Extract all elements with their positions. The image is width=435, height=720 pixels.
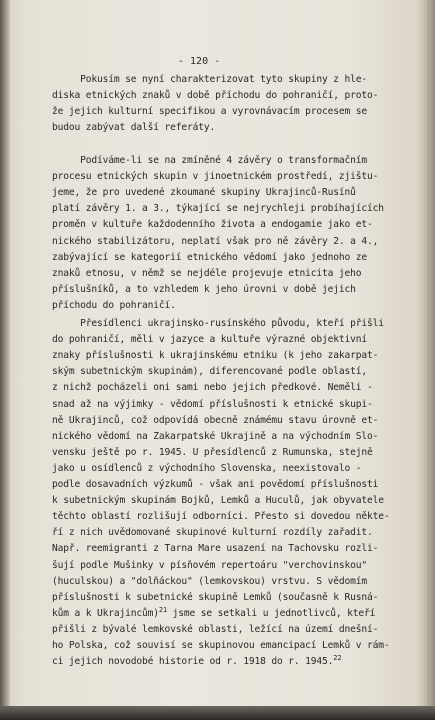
footnote-ref: 22 [333, 653, 342, 662]
text-line: příchodu do pohraničí. [52, 299, 176, 311]
text-line: kům a k Ukrajincům)$^{21}$ jsme se setkali u jednotlivců, kteří [52, 605, 376, 619]
text-line: platí závěry 1. a 3., týkající se nejrychleji probíhajících [52, 203, 384, 215]
text-line: procesu etnických skupin v jinoetnickém prostředí, zjištu- [52, 171, 379, 183]
text-line: ci jejich novodobé historie od r. 1918 do r. 1945.22 [52, 653, 342, 668]
text-line: nického stabilizátoru, neplatí však pro ně závěry 2. a 4., [52, 235, 379, 247]
footnote-ref: 21 [158, 605, 168, 614]
text-line: ho Polska, což souvisí se skupinovou emancipací Lemků v rám- [52, 640, 390, 651]
page-number: - 120 - [178, 56, 221, 67]
text-line: jako u osídlenců z východního Slovenska, neexistovalo - [52, 462, 362, 474]
text-line: nického vědomí na Zakarpatské Ukrajině a na východním Slo- [52, 430, 379, 442]
text-line: budou zabývat další referáty. [52, 122, 216, 134]
text-line: přišli z bývalé lemkovské oblasti, ležící na území dnešní- [52, 623, 379, 635]
text-line: do pohraničí, měli v jazyce a kultuře výrazné objektivní [52, 334, 368, 346]
text-line: Pokusím se nyní charakterizovat tyto skupiny z hle- [52, 74, 368, 85]
page-edge [413, 0, 435, 720]
text-line: vensku ještě po r. 1945. U přesídlenců z Rumunska, stejně [52, 446, 373, 458]
book-spine [0, 0, 10, 720]
text-line: příslušníků, a to vzhledem k jeho úrovni v době jejich [52, 283, 356, 295]
text-line: zabývající se kategorií etnického vědomí jako jednoho ze [52, 251, 368, 263]
bottom-shadow [0, 706, 435, 720]
text-line: snad až na výjimky - vědomí příslušnosti k etnické skupi- [52, 398, 373, 410]
text-line: jeme, že pro uvedené zkoumané skupiny Ukrajinců-Rusínů [52, 187, 356, 199]
page-edge-line [428, 0, 429, 720]
text-line: Podíváme-li se na zmíněné 4 závěry o transformačním [52, 155, 368, 166]
text-line: šují podle Mušinky v písňovém repertoáru "verchovinskou" [52, 559, 368, 571]
text-line: (huculskou) a "dolňáckou" (lemkovskou) vrstvu. S vědomím [52, 575, 368, 587]
text-line: že jejich kulturní specifikou a vyrovnávacím procesem se [52, 106, 368, 118]
text-line: podle dosavadních výzkumů - však ani povědomí příslušnosti [52, 479, 379, 490]
text-line: Přesídlenci ukrajinsko-rusínského původu, kteří přišli [52, 318, 384, 329]
text-line: Např. reemigranti z Tarna Mare usazení na Tachovsku rozli- [52, 543, 379, 555]
text-line: ně Ukrajinců, což odpovídá obecně známému stavu úrovně et- [52, 414, 379, 426]
text-line: z nichž pocházeli oni sami nebo jejich předkové. Neměli - [52, 382, 373, 394]
text-line: znaků etnosu, v němž se nejdéle projevuje etnicita jeho [52, 267, 362, 279]
text-line: znaky příslušnosti k ukrajinskému etniku (k jeho zakarpat- [52, 350, 379, 362]
text-line: příslušnosti k subetnické skupině Lemků (současně k Rusná- [52, 591, 379, 603]
text-line: těchto oblastí rozlišují odborníci. Přesto si dovedou někte- [52, 511, 390, 523]
text-line: ří z nich uvědomované skupinové kulturní rozdíly zařadit. [52, 527, 373, 539]
text-line: ským subetnickým skupinám), diferencované podle oblastí, [52, 366, 368, 378]
text-line: proměn v kultuře každodenního života a endogamie jako et- [52, 219, 373, 231]
text-line: k subetnickým skupinám Bojků, Lemků a Huculů, jak obyvatele [52, 495, 384, 507]
text-line: diska etnických znaků v době příchodu do pohraničí, proto- [52, 90, 379, 102]
